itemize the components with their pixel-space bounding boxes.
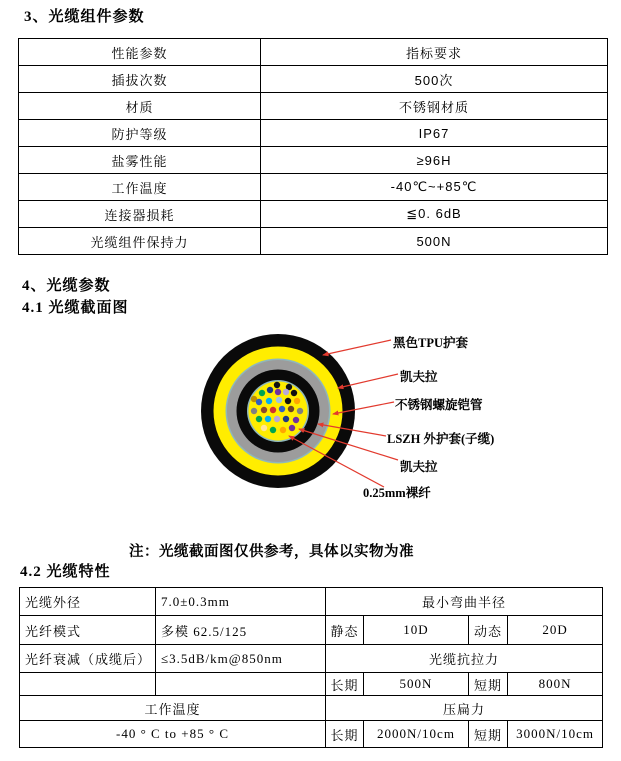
- table-row: [19, 228, 608, 255]
- section-4-heading: 4、光缆参数: [22, 278, 111, 294]
- param-cell: 插拔次数: [19, 66, 261, 93]
- param-cell: 材质: [19, 93, 261, 120]
- fiber-dot: [285, 398, 291, 404]
- table-row: [19, 147, 608, 174]
- table-header-row: [19, 39, 608, 66]
- empty-cell: [156, 673, 326, 696]
- table-row: [20, 673, 603, 696]
- sub-label-cell: 长期: [326, 721, 364, 748]
- table-row: [20, 616, 603, 645]
- value-cell: 10D: [364, 616, 469, 645]
- label-lszh-subcable: LSZH 外护套(子缆): [387, 432, 495, 446]
- fiber-dot: [283, 416, 289, 422]
- header-param: 性能参数: [19, 39, 261, 66]
- fiber-dot: [259, 390, 265, 396]
- value-cell: 7.0±0.3mm: [156, 588, 326, 616]
- cable-cross-section-diagram: [0, 322, 621, 512]
- table-row: [20, 696, 603, 721]
- fiber-dot: [267, 387, 273, 393]
- value-cell: 2000N/10cm: [364, 721, 469, 748]
- fiber-dot: [261, 425, 267, 431]
- fiber-dot: [297, 408, 303, 414]
- param-cell: 光纤衰减（成缆后）: [20, 645, 156, 673]
- sub-label-cell: 动态: [469, 616, 508, 645]
- fiber-dot: [265, 416, 271, 422]
- label-kevlar-inner: 凯夫拉: [400, 460, 438, 474]
- fiber-dot: [270, 427, 276, 433]
- value-cell: 800N: [508, 673, 603, 696]
- fiber-dot: [274, 416, 280, 422]
- table-row: [20, 588, 603, 616]
- value-cell: 多模 62.5/125: [156, 616, 326, 645]
- value-cell: 500N: [261, 228, 608, 255]
- value-cell: 不锈钢材质: [261, 93, 608, 120]
- param-cell: 光缆组件保持力: [19, 228, 261, 255]
- param-cell: 防护等级: [19, 120, 261, 147]
- label-black-tpu-jacket: 黑色TPU护套: [393, 336, 469, 350]
- component-parameters-table: [18, 38, 608, 255]
- table-row: [19, 66, 608, 93]
- value-cell: IP67: [261, 120, 608, 147]
- fiber-dot: [291, 390, 297, 396]
- section-4-1-heading: 4.1 光缆截面图: [22, 300, 129, 316]
- fiber-dot: [256, 399, 262, 405]
- fiber-dot: [270, 407, 276, 413]
- value-cell: 20D: [508, 616, 603, 645]
- param-cell: 工作温度: [19, 174, 261, 201]
- table-row: [19, 93, 608, 120]
- header-req: 指标要求: [261, 39, 608, 66]
- label-leader-arrow: [323, 340, 391, 355]
- sub-label-cell: 短期: [469, 673, 508, 696]
- cable-cross-section-drawing: [0, 322, 621, 512]
- section-3-heading: 3、光缆组件参数: [24, 9, 145, 25]
- fiber-dot: [275, 389, 281, 395]
- fiber-dot: [280, 427, 286, 433]
- fiber-dot: [293, 417, 299, 423]
- label-bare-fiber: 0.25mm裸纤: [363, 486, 431, 500]
- diagram-note: 注：光缆截面图仅供参考，具体以实物为准: [129, 544, 414, 560]
- fiber-dot: [266, 398, 272, 404]
- fiber-dot: [261, 407, 267, 413]
- fiber-dot: [289, 425, 295, 431]
- fiber-dot: [274, 382, 280, 388]
- label-steel-spiral-armor: 不锈钢螺旋铠管: [395, 398, 483, 412]
- fiber-dot: [256, 416, 262, 422]
- value-cell: ≥96H: [261, 147, 608, 174]
- cable-characteristics-table: [19, 587, 603, 748]
- table-row: [19, 201, 608, 228]
- sub-label-cell: 长期: [326, 673, 364, 696]
- sub-label-cell: 短期: [469, 721, 508, 748]
- param-cell: 盐雾性能: [19, 147, 261, 174]
- value-cell: -40 ° C to +85 ° C: [20, 721, 326, 748]
- group-header-cell: 压扁力: [326, 696, 603, 721]
- fiber-dot: [276, 397, 282, 403]
- value-cell: ≦0. 6dB: [261, 201, 608, 228]
- value-cell: 500N: [364, 673, 469, 696]
- fiber-dot: [294, 398, 300, 404]
- param-cell: 工作温度: [20, 696, 326, 721]
- value-cell: -40℃~+85℃: [261, 174, 608, 201]
- section-4-2-heading: 4.2 光缆特性: [20, 564, 111, 580]
- fiber-dot: [279, 406, 285, 412]
- sub-label-cell: 静态: [326, 616, 364, 645]
- fiber-dot: [251, 408, 257, 414]
- table-row: [20, 721, 603, 748]
- table-row: [20, 645, 603, 673]
- table-row: [19, 120, 608, 147]
- group-header-cell: 最小弯曲半径: [326, 588, 603, 616]
- empty-cell: [20, 673, 156, 696]
- value-cell: 500次: [261, 66, 608, 93]
- param-cell: 光纤模式: [20, 616, 156, 645]
- group-header-cell: 光缆抗拉力: [326, 645, 603, 673]
- param-cell: 连接器损耗: [19, 201, 261, 228]
- param-cell: 光缆外径: [20, 588, 156, 616]
- label-kevlar-outer: 凯夫拉: [400, 370, 438, 384]
- value-cell: 3000N/10cm: [508, 721, 603, 748]
- fiber-dot: [283, 389, 289, 395]
- table-row: [19, 174, 608, 201]
- value-cell: ≤3.5dB/km@850nm: [156, 645, 326, 673]
- fiber-dot: [288, 406, 294, 412]
